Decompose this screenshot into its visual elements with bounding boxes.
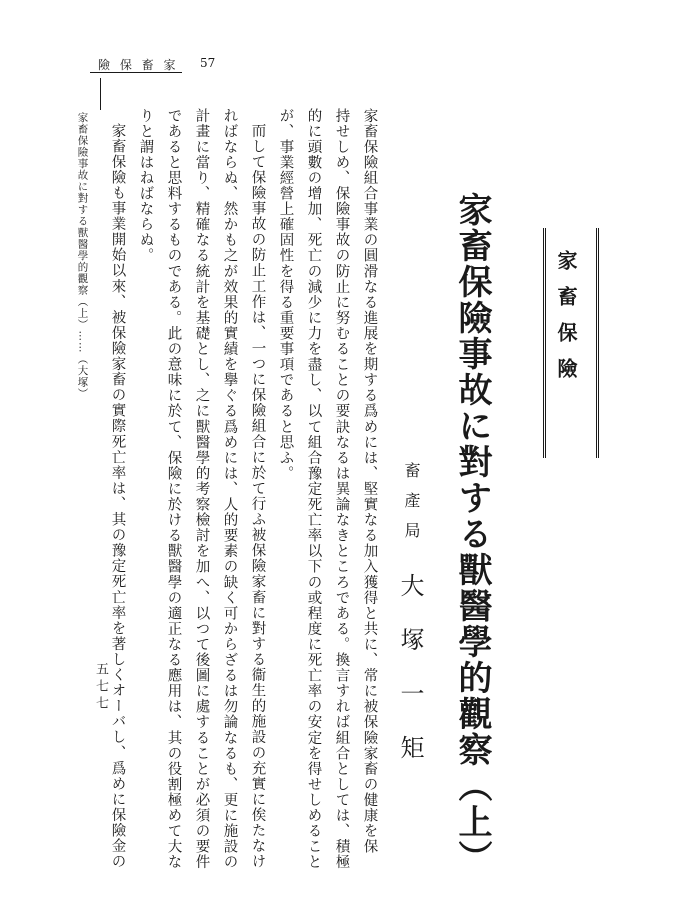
page-number-top: 57 (200, 56, 216, 70)
body-line: が、事業經營上確固性を得る重要事項であると思ふ。 (277, 108, 294, 482)
body-line: であると思料するものである。此の意味に於て、保險に於ける獸醫學の適正なる應用は、其の役割極めて大な (165, 108, 182, 870)
running-head: 險 保 畜 家 (98, 58, 179, 72)
author-name: 大塚一矩 (396, 573, 424, 789)
margin-running-title: 家畜保險事故に對する獸醫學的觀察（上）……（大塚） (76, 112, 89, 400)
body-line: りと謂はねばならぬ。 (137, 108, 154, 264)
body-line: 家畜保險も事業開始以來、被保險家畜の實際死亡率は、其の豫定死亡率を著しくオーバし、爲めに保險金の (109, 123, 126, 870)
body-line: 計畫に當り、精確なる統計を基礎とし、之に獸醫學的考察檢討を加へ、以つて後圖に處することが必須の要件 (193, 108, 210, 870)
article-title: 家畜保險事故に對する獸醫學的觀察（上） (452, 192, 492, 876)
page-number-bottom: 五七七 (93, 662, 108, 713)
body-line: 的に頭數の增加、死亡の減少に力を盡し、以て組合豫定死亡率以下の或程度に死亡率の安定を得せしめること (305, 108, 322, 870)
author-affiliation: 畜產局 (402, 462, 421, 552)
margin-rule (100, 78, 101, 110)
section-label: 家畜保險 (554, 250, 578, 394)
body-line: 家畜保險組合事業の圓滑なる進展を期する爲めには、堅實なる加入獲得と共に、常に被保險家畜の健康を保 (361, 108, 378, 855)
body-line: ればならぬ、然かも之が效果的實績を擧ぐる爲めには、人的要素の缺く可からざるは勿論なるも、更に施設の (221, 108, 238, 870)
body-line: 持せしめ、保險事故の防止に努むることの要訣なるは異論なきところである。換言すれば組合としては、積極 (333, 108, 350, 870)
body-line: 而して保險事故の防止工作は、一つに保險組合に於て行ふ被保險家畜に對する衞生的施設の充實に俟たなけ (249, 123, 266, 870)
header-rule (90, 72, 182, 73)
